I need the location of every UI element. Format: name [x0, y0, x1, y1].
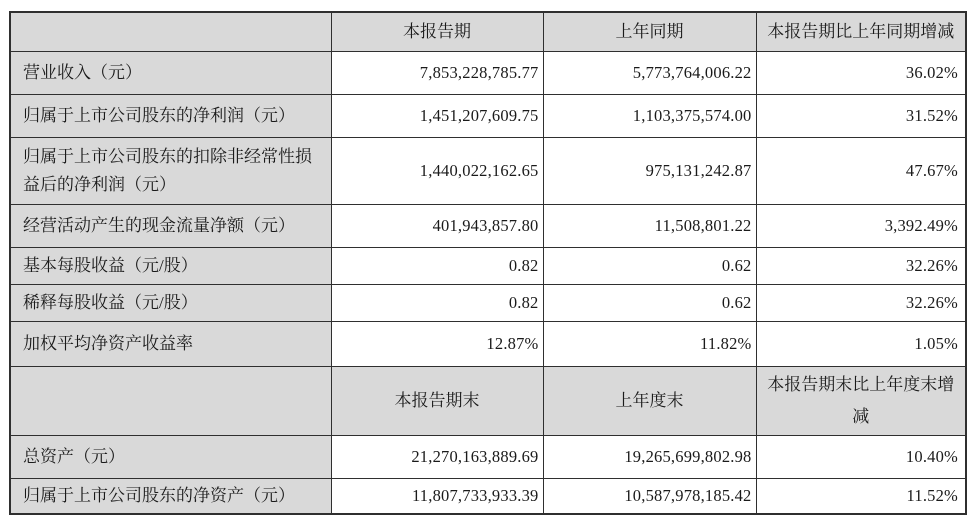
column-header: 本报告期比上年同期增减 [756, 12, 966, 51]
value-cell: 5,773,764,006.22 [543, 51, 756, 94]
value-cell: 21,270,163,889.69 [331, 435, 543, 478]
value-cell: 7,853,228,785.77 [331, 51, 543, 94]
column-header: 本报告期末比上年度末增减 [756, 366, 966, 435]
row-label: 归属于上市公司股东的扣除非经常性损益后的净利润（元） [10, 137, 331, 204]
table-header-row [10, 366, 966, 435]
value-cell: 12.87% [331, 321, 543, 366]
value-cell: 10,587,978,185.42 [543, 478, 756, 514]
value-cell: 36.02% [756, 51, 966, 94]
table-header-row [10, 12, 966, 51]
value-cell: 0.62 [543, 284, 756, 321]
value-cell: 401,943,857.80 [331, 204, 543, 247]
value-cell: 1.05% [756, 321, 966, 366]
value-cell: 11,508,801.22 [543, 204, 756, 247]
table-row [10, 137, 966, 204]
value-cell: 11.82% [543, 321, 756, 366]
table-row [10, 204, 966, 247]
table-row [10, 247, 966, 284]
value-cell: 0.82 [331, 247, 543, 284]
table-row [10, 284, 966, 321]
value-cell: 1,451,207,609.75 [331, 94, 543, 137]
table-row [10, 51, 966, 94]
value-cell: 1,440,022,162.65 [331, 137, 543, 204]
value-cell: 0.82 [331, 284, 543, 321]
value-cell: 3,392.49% [756, 204, 966, 247]
value-cell: 31.52% [756, 94, 966, 137]
row-label: 稀释每股收益（元/股） [10, 284, 331, 321]
column-header: 本报告期 [331, 12, 543, 51]
column-header: 上年度末 [543, 366, 756, 435]
corner-cell [10, 12, 331, 51]
value-cell: 10.40% [756, 435, 966, 478]
value-cell: 0.62 [543, 247, 756, 284]
value-cell: 32.26% [756, 247, 966, 284]
corner-cell [10, 366, 331, 435]
value-cell: 47.67% [756, 137, 966, 204]
table-row [10, 94, 966, 137]
row-label: 归属于上市公司股东的净利润（元） [10, 94, 331, 137]
row-label: 营业收入（元） [10, 51, 331, 94]
value-cell: 19,265,699,802.98 [543, 435, 756, 478]
column-header: 上年同期 [543, 12, 756, 51]
financial-summary-table [9, 11, 967, 515]
row-label: 基本每股收益（元/股） [10, 247, 331, 284]
value-cell: 11.52% [756, 478, 966, 514]
column-header: 本报告期末 [331, 366, 543, 435]
value-cell: 1,103,375,574.00 [543, 94, 756, 137]
row-label: 加权平均净资产收益率 [10, 321, 331, 366]
row-label: 归属于上市公司股东的净资产（元） [10, 478, 331, 514]
row-label: 总资产（元） [10, 435, 331, 478]
table-row [10, 435, 966, 478]
table-row [10, 321, 966, 366]
table-row [10, 478, 966, 514]
value-cell: 32.26% [756, 284, 966, 321]
value-cell: 11,807,733,933.39 [331, 478, 543, 514]
table-body [10, 12, 966, 514]
value-cell: 975,131,242.87 [543, 137, 756, 204]
row-label: 经营活动产生的现金流量净额（元） [10, 204, 331, 247]
